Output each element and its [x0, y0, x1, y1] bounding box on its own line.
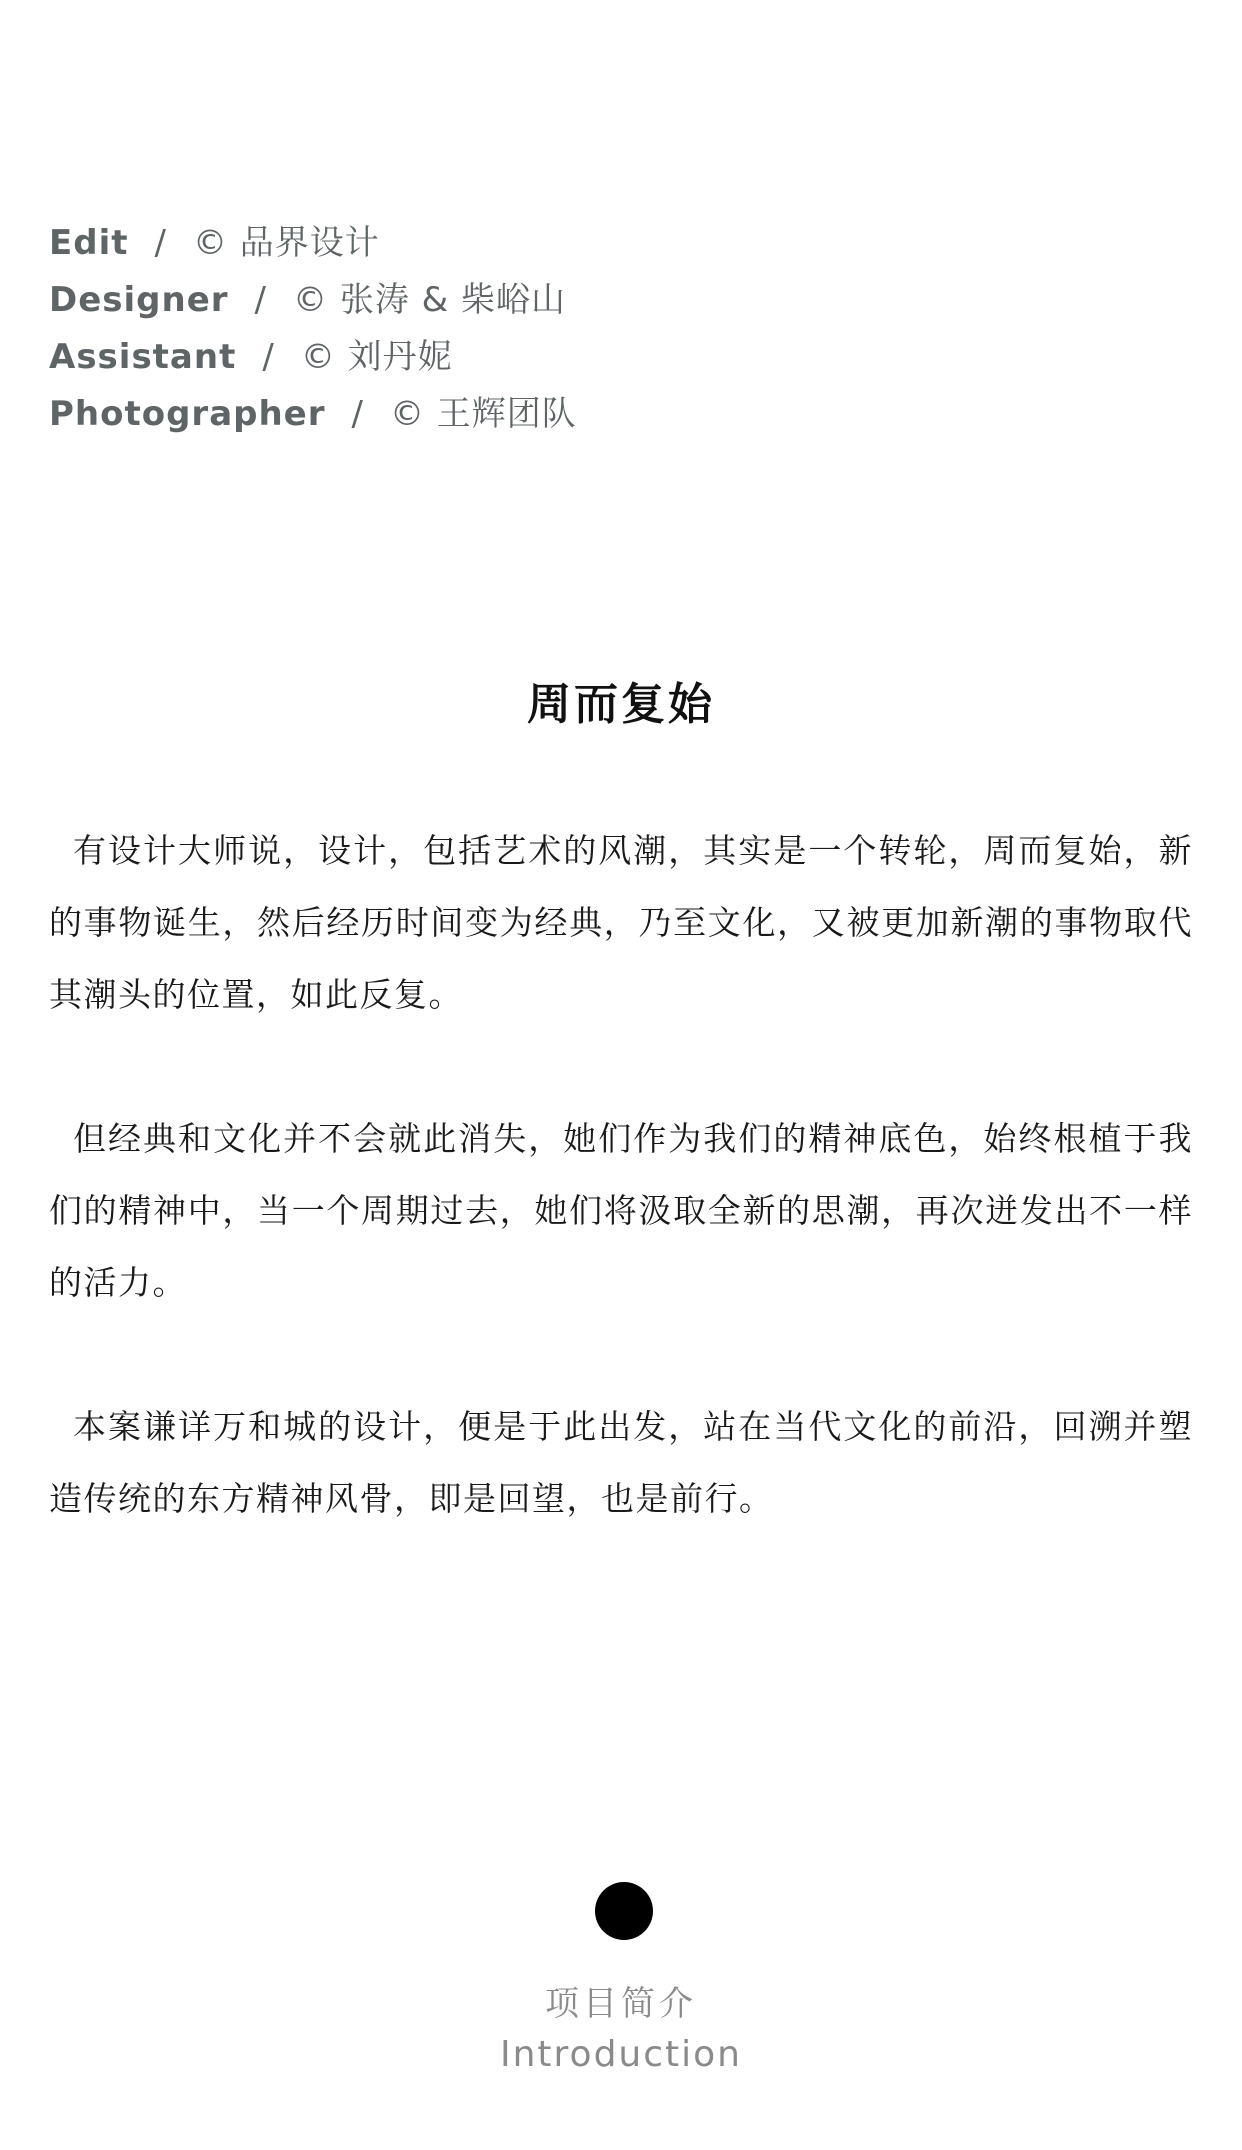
credit-role: Designer: [49, 280, 229, 320]
credit-separator: /: [254, 280, 268, 320]
credit-separator: /: [351, 394, 364, 434]
credit-row-assistant: [49, 329, 1149, 386]
credit-name: © 张涛 & 柴峪山: [293, 280, 566, 320]
credit-separator: /: [262, 337, 275, 377]
article-paragraph: 本案谦详万和城的设计，便是于此出发，站在当代文化的前沿，回溯并塑造传统的东方精神风骨，即是回望，也是前行。: [49, 1407, 1193, 1518]
section-label-cn: 项目简介: [545, 1984, 697, 2024]
article-paragraph: 有设计大师说，设计，包括艺术的风潮，其实是一个转轮，周而复始，新的事物诞生，然后经历时间变为经典，乃至文化，又被更加新潮的事物取代其潮头的位置，如此反复。: [49, 831, 1193, 1014]
credit-row-photographer: [49, 386, 1149, 443]
credit-role: Edit: [49, 223, 129, 263]
credits-block: [49, 215, 1149, 443]
article-body: [49, 815, 1193, 1607]
credit-name: © 刘丹妮: [300, 337, 453, 377]
credit-name: © 品界设计: [192, 223, 380, 263]
article-title: 周而复始: [527, 679, 715, 730]
credit-name: © 王辉团队: [389, 394, 577, 434]
credit-separator: /: [154, 223, 167, 263]
credit-role: Photographer: [49, 394, 326, 434]
credit-row-edit: [49, 215, 1149, 272]
credit-role: Assistant: [49, 337, 237, 377]
article-paragraph: 但经典和文化并不会就此消失，她们作为我们的精神底色，始终根植于我们的精神中，当一个周期过去，她们将汲取全新的思潮，再次迸发出不一样的活力。: [49, 1119, 1193, 1302]
credit-row-designer: [49, 272, 1149, 329]
section-dot-icon: [595, 1882, 653, 1940]
section-label-en: Introduction: [499, 2034, 742, 2075]
